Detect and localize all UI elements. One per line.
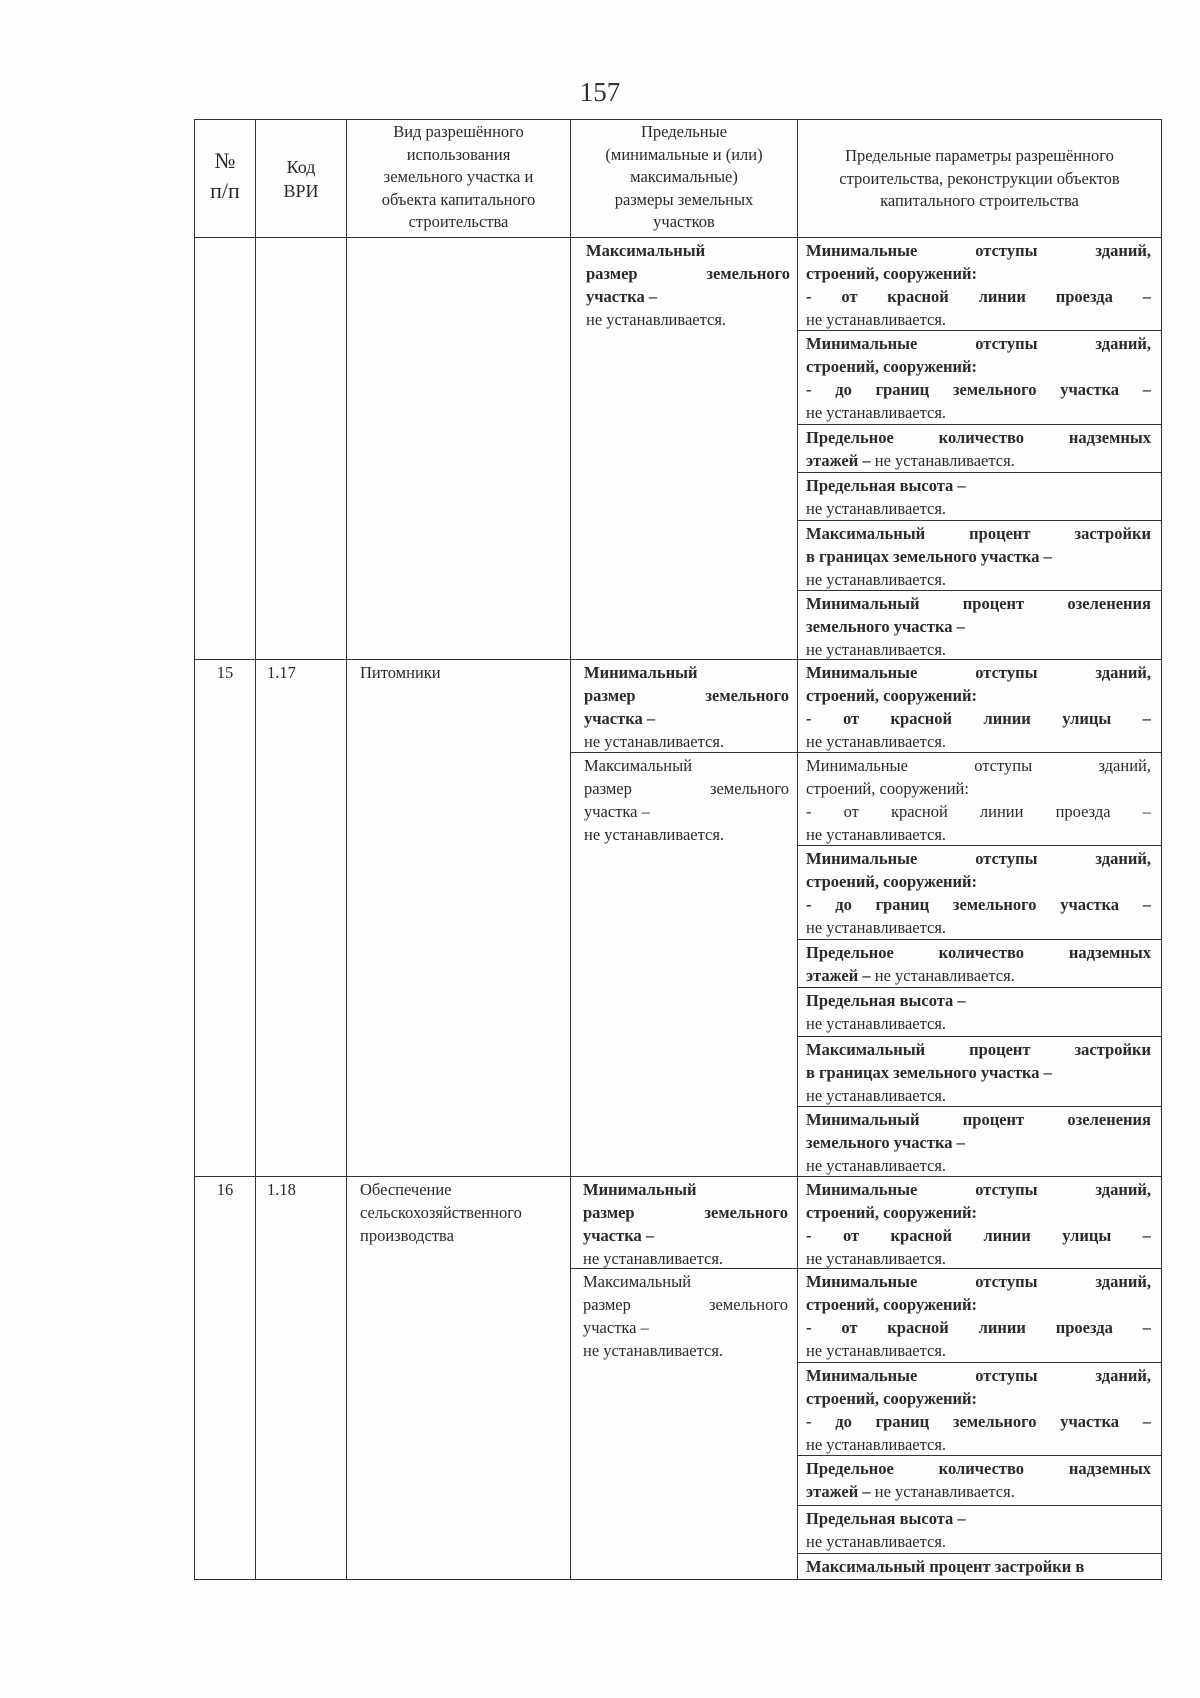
word: зданий,	[1095, 849, 1151, 868]
setback-value: не устанавливается.	[806, 918, 947, 937]
word: зданий,	[1095, 1180, 1151, 1199]
row16-max-size-cell	[583, 1270, 788, 1362]
word: Максимальный	[806, 1040, 926, 1059]
coverage-subtitle: в границах земельного участка –	[806, 547, 1052, 566]
greening-title	[806, 592, 1151, 615]
floors-label: этажей –	[806, 966, 871, 985]
word: от	[841, 287, 858, 306]
header-use-type-cell	[347, 121, 570, 234]
min-size-line: участка –	[584, 709, 656, 728]
word: земельного	[705, 686, 789, 705]
min-size-title: Минимальный	[584, 663, 698, 682]
word: зданий,	[1095, 1272, 1151, 1291]
setback-line	[806, 1316, 1151, 1339]
word: проезда	[1055, 802, 1111, 821]
header-code-line1: Код	[286, 157, 316, 177]
word: Минимальные	[806, 849, 918, 868]
setback-subtitle: строений, сооружений:	[806, 1389, 978, 1408]
header-number-label: п/п	[210, 178, 240, 203]
header-plot-sizes-cell	[571, 121, 797, 234]
word: -	[806, 1318, 812, 1337]
header-use-type-line: Вид разрешённого	[393, 122, 524, 141]
word: земельного	[709, 779, 789, 798]
row15-setback-proezd-cell	[806, 754, 1151, 846]
continued-coverage-cell	[806, 522, 1151, 591]
min-size-value: не устанавливается.	[584, 732, 725, 751]
word: Минимальные	[806, 1366, 918, 1385]
word: от	[842, 1226, 860, 1245]
word: Минимальные	[806, 241, 918, 260]
setback-value: не устанавливается.	[806, 1249, 947, 1268]
word: процент	[969, 1040, 1031, 1059]
word: красной	[887, 1318, 949, 1337]
word: озеленения	[1067, 594, 1151, 613]
setback-line	[806, 1410, 1151, 1433]
floors-title	[806, 426, 1151, 449]
word: зданий,	[1098, 756, 1151, 775]
header-plot-sizes-line: участков	[653, 212, 715, 231]
word: застройки	[1074, 1040, 1151, 1059]
row15-greening-cell	[806, 1108, 1151, 1177]
column-border-use	[570, 119, 571, 1580]
setback-value: не устанавливается.	[806, 403, 947, 422]
word: проезда	[1055, 287, 1113, 306]
max-size-line	[584, 777, 789, 800]
word: красной	[890, 802, 948, 821]
coverage-value: не устанавливается.	[806, 1086, 947, 1105]
row16-name-line: производства	[360, 1226, 454, 1245]
word: Минимальные	[806, 663, 918, 682]
coverage-title-partial: Максимальный процент застройки в	[806, 1557, 1085, 1576]
word: границ	[875, 895, 930, 914]
word: красной	[890, 709, 953, 728]
header-number-cell	[195, 146, 255, 206]
setback-subtitle: строений, сооружений:	[806, 779, 969, 798]
row16-name-line: сельскохозяйственного	[360, 1203, 522, 1222]
min-size-title: Минимальный	[583, 1180, 697, 1199]
height-value: не устанавливается.	[806, 1014, 947, 1033]
setback-line	[806, 1224, 1151, 1247]
word: размер	[586, 264, 638, 283]
table-border-top	[194, 119, 1162, 120]
row16-name-line: Обеспечение	[360, 1180, 452, 1199]
row16-coverage-cell	[806, 1555, 1151, 1578]
row16-height-cell	[806, 1507, 1151, 1553]
word: Минимальный	[806, 1110, 920, 1129]
word: количество	[938, 943, 1025, 962]
param-divider	[797, 424, 1162, 425]
word: от	[842, 709, 860, 728]
word: –	[1142, 1318, 1151, 1337]
floors-label: этажей –	[806, 451, 871, 470]
word: улицы	[1062, 709, 1112, 728]
header-use-type-line: объекта капитального	[381, 189, 536, 209]
word: размер	[584, 779, 632, 798]
setback-line	[806, 800, 1151, 823]
param-divider	[797, 987, 1162, 988]
floors-value-line	[806, 964, 1151, 987]
header-params-line: строительства, реконструкции объектов	[839, 168, 1120, 188]
word: надземных	[1068, 943, 1151, 962]
coverage-value: не устанавливается.	[806, 570, 947, 589]
row15-max-size-cell	[584, 754, 789, 846]
word: линии	[978, 1318, 1026, 1337]
header-use-type-line: использования	[406, 144, 511, 164]
height-value: не устанавливается.	[806, 499, 947, 518]
word: проезда	[1055, 1318, 1113, 1337]
column-border-code	[346, 119, 347, 1580]
header-code-cell	[256, 155, 346, 203]
word: от	[841, 1318, 858, 1337]
word: границ	[875, 380, 930, 399]
column-border-right	[1161, 119, 1162, 1580]
word: до	[835, 1412, 852, 1431]
word: Минимальные	[806, 1180, 918, 1199]
header-bottom-border	[194, 237, 1162, 238]
continued-greening-cell	[806, 592, 1151, 661]
setback-subtitle: строений, сооружений:	[806, 872, 978, 891]
word: размер	[584, 686, 636, 705]
max-size-value: не устанавливается.	[584, 825, 725, 844]
setback-line	[806, 285, 1151, 308]
column-border-sizes	[797, 119, 798, 1580]
column-border-num	[255, 119, 256, 1580]
min-size-line	[583, 1201, 788, 1224]
word: линии	[979, 802, 1024, 821]
word: Минимальные	[806, 1272, 918, 1291]
word: Минимальные	[806, 756, 908, 775]
row16-min-size-cell	[583, 1178, 788, 1270]
floors-value: не устанавливается.	[870, 451, 1015, 470]
floors-label: этажей –	[806, 1482, 871, 1501]
word: участка	[1060, 1412, 1119, 1431]
continued-setback-proezd-cell	[806, 239, 1151, 331]
floors-title	[806, 941, 1151, 964]
row15-code: 1.17	[267, 663, 296, 682]
max-size-line: участка –	[586, 287, 658, 306]
word: -	[806, 802, 812, 821]
max-size-line: участка –	[583, 1318, 649, 1337]
header-plot-sizes-line: максимальные)	[630, 167, 738, 186]
max-size-title: Максимальный	[583, 1272, 692, 1291]
setback-line	[806, 893, 1151, 916]
header-params-cell	[798, 145, 1161, 213]
header-use-type-line: земельного участка и	[383, 167, 534, 186]
header-plot-sizes-line: Предельные	[641, 122, 727, 141]
word: -	[806, 287, 812, 306]
floors-value-line	[806, 449, 1151, 472]
word: –	[1142, 1412, 1151, 1431]
greening-value: не устанавливается.	[806, 1156, 947, 1175]
setback-subtitle: строений, сооружений:	[806, 264, 978, 283]
word: –	[1142, 287, 1151, 306]
max-size-title: Максимальный	[584, 756, 693, 775]
setback-value: не устанавливается.	[806, 1341, 947, 1360]
word: –	[1142, 380, 1151, 399]
floors-value-line	[806, 1480, 1151, 1503]
word: участка	[1060, 380, 1119, 399]
word: -	[806, 1226, 812, 1245]
word: процент	[962, 1110, 1025, 1129]
setback-value: не устанавливается.	[806, 825, 947, 844]
word: Предельное	[806, 428, 894, 447]
continued-setback-granic-cell	[806, 332, 1151, 424]
word: отступы	[975, 663, 1038, 682]
param-divider	[797, 939, 1162, 940]
min-size-line: участка –	[583, 1226, 655, 1245]
word: отступы	[975, 241, 1038, 260]
word: –	[1142, 1226, 1151, 1245]
max-size-title: Максимальный	[586, 241, 706, 260]
setback-title	[806, 1178, 1151, 1201]
word: зданий,	[1095, 1366, 1151, 1385]
row16-name	[360, 1178, 568, 1247]
table-border-bottom	[194, 1579, 1162, 1580]
word: красной	[890, 1226, 953, 1245]
word: Минимальные	[806, 334, 918, 353]
setback-subtitle: строений, сооружений:	[806, 1295, 978, 1314]
header-plot-sizes-line: (минимальные и (или)	[605, 144, 763, 164]
coverage-title	[806, 522, 1151, 545]
row15-height-cell	[806, 989, 1151, 1035]
word: застройки	[1074, 524, 1151, 543]
height-title: Предельная высота –	[806, 1509, 966, 1528]
word: от	[843, 802, 859, 821]
word: Предельное	[806, 1459, 894, 1478]
setback-title	[806, 1270, 1151, 1293]
row16-floors-cell	[806, 1457, 1151, 1503]
word: линии	[978, 287, 1026, 306]
min-size-line	[584, 684, 789, 707]
greening-subtitle: земельного участка –	[806, 1133, 965, 1152]
word: улицы	[1062, 1226, 1112, 1245]
word: зданий,	[1095, 334, 1151, 353]
floors-value: не устанавливается.	[870, 1482, 1015, 1501]
setback-title	[806, 754, 1151, 777]
word: -	[806, 709, 812, 728]
greening-title	[806, 1108, 1151, 1131]
setback-title	[806, 847, 1151, 870]
header-number-sign: №	[214, 148, 236, 173]
word: земельного	[704, 1203, 788, 1222]
word: надземных	[1068, 1459, 1151, 1478]
max-size-line: участка –	[584, 802, 650, 821]
row15-setback-ulicy-cell	[806, 661, 1151, 753]
max-size-value: не устанавливается.	[583, 1341, 724, 1360]
word: зданий,	[1095, 241, 1151, 260]
row16-setback-granic-cell	[806, 1364, 1151, 1456]
setback-line	[806, 378, 1151, 401]
setback-subtitle: строений, сооружений:	[806, 686, 978, 705]
word: линии	[983, 709, 1031, 728]
word: границ	[875, 1412, 930, 1431]
height-title: Предельная высота –	[806, 476, 966, 495]
row15-coverage-cell	[806, 1038, 1151, 1107]
row15-min-size-cell	[584, 661, 789, 753]
continued-floors-cell	[806, 426, 1151, 472]
row15-floors-cell	[806, 941, 1151, 987]
header-code-line2: ВРИ	[283, 181, 319, 201]
word: земельного	[706, 264, 790, 283]
word: надземных	[1068, 428, 1151, 447]
word: до	[835, 895, 852, 914]
setback-title	[806, 239, 1151, 262]
coverage-title	[806, 1038, 1151, 1061]
param-divider	[797, 1036, 1162, 1037]
param-divider	[797, 1362, 1162, 1363]
word: процент	[962, 594, 1025, 613]
word: Максимальный	[806, 524, 926, 543]
param-divider	[797, 1505, 1162, 1506]
max-size-value: не устанавливается.	[586, 310, 727, 329]
word: земельного	[952, 1412, 1037, 1431]
header-params-line: капитального строительства	[880, 191, 1079, 210]
word: количество	[938, 428, 1025, 447]
word: процент	[969, 524, 1031, 543]
header-plot-sizes-line: размеры земельных	[614, 189, 754, 209]
word: размер	[583, 1203, 635, 1222]
setback-subtitle: строений, сооружений:	[806, 1203, 978, 1222]
row16-number: 16	[216, 1180, 234, 1199]
floors-title	[806, 1457, 1151, 1480]
param-divider	[797, 1553, 1162, 1554]
word: земельного	[952, 895, 1037, 914]
word: –	[1142, 709, 1151, 728]
word: отступы	[975, 849, 1038, 868]
word: –	[1142, 802, 1151, 821]
max-size-line	[586, 262, 790, 285]
height-title: Предельная высота –	[806, 991, 966, 1010]
setback-subtitle: строений, сооружений:	[806, 357, 978, 376]
header-params-line: Предельные параметры разрешённого	[845, 146, 1114, 165]
word: красной	[887, 287, 949, 306]
word: размер	[583, 1295, 631, 1314]
continued-max-size-cell	[586, 239, 790, 331]
param-divider	[797, 520, 1162, 521]
word: отступы	[975, 1180, 1038, 1199]
word: отступы	[974, 756, 1033, 775]
word: отступы	[975, 334, 1038, 353]
floors-value: не устанавливается.	[870, 966, 1015, 985]
word: количество	[938, 1459, 1025, 1478]
max-size-line	[583, 1293, 788, 1316]
coverage-subtitle: в границах земельного участка –	[806, 1063, 1052, 1082]
row16-setback-ulicy-cell	[806, 1178, 1151, 1270]
column-border-left	[194, 119, 195, 1580]
greening-subtitle: земельного участка –	[806, 617, 965, 636]
word: –	[1142, 895, 1151, 914]
row16-setback-proezd-cell	[806, 1270, 1151, 1362]
word: Предельное	[806, 943, 894, 962]
word: отступы	[975, 1272, 1038, 1291]
min-size-value: не устанавливается.	[583, 1249, 724, 1268]
word: озеленения	[1067, 1110, 1151, 1129]
row15-name: Питомники	[360, 663, 441, 682]
setback-title	[806, 1364, 1151, 1387]
word: -	[806, 380, 812, 399]
row16-code: 1.18	[267, 1180, 296, 1199]
word: отступы	[975, 1366, 1038, 1385]
word: Минимальный	[806, 594, 920, 613]
setback-value: не устанавливается.	[806, 732, 947, 751]
setback-title	[806, 661, 1151, 684]
word: зданий,	[1095, 663, 1151, 682]
word: участка	[1060, 895, 1119, 914]
row15-number: 15	[216, 663, 234, 682]
setback-value: не устанавливается.	[806, 1435, 947, 1454]
height-value: не устанавливается.	[806, 1532, 947, 1551]
header-use-type-line: строительства	[408, 212, 509, 231]
param-divider	[797, 472, 1162, 473]
word: земельного	[952, 380, 1037, 399]
greening-value: не устанавливается.	[806, 640, 947, 659]
setback-title	[806, 332, 1151, 355]
page-number: 157	[579, 77, 621, 107]
word: до	[835, 380, 852, 399]
word: -	[806, 1412, 812, 1431]
word: линии	[983, 1226, 1031, 1245]
setback-line	[806, 707, 1151, 730]
row15-setback-granic-cell	[806, 847, 1151, 939]
word: земельного	[708, 1295, 788, 1314]
word: -	[806, 895, 812, 914]
continued-height-cell	[806, 474, 1151, 520]
setback-value: не устанавливается.	[806, 310, 947, 329]
